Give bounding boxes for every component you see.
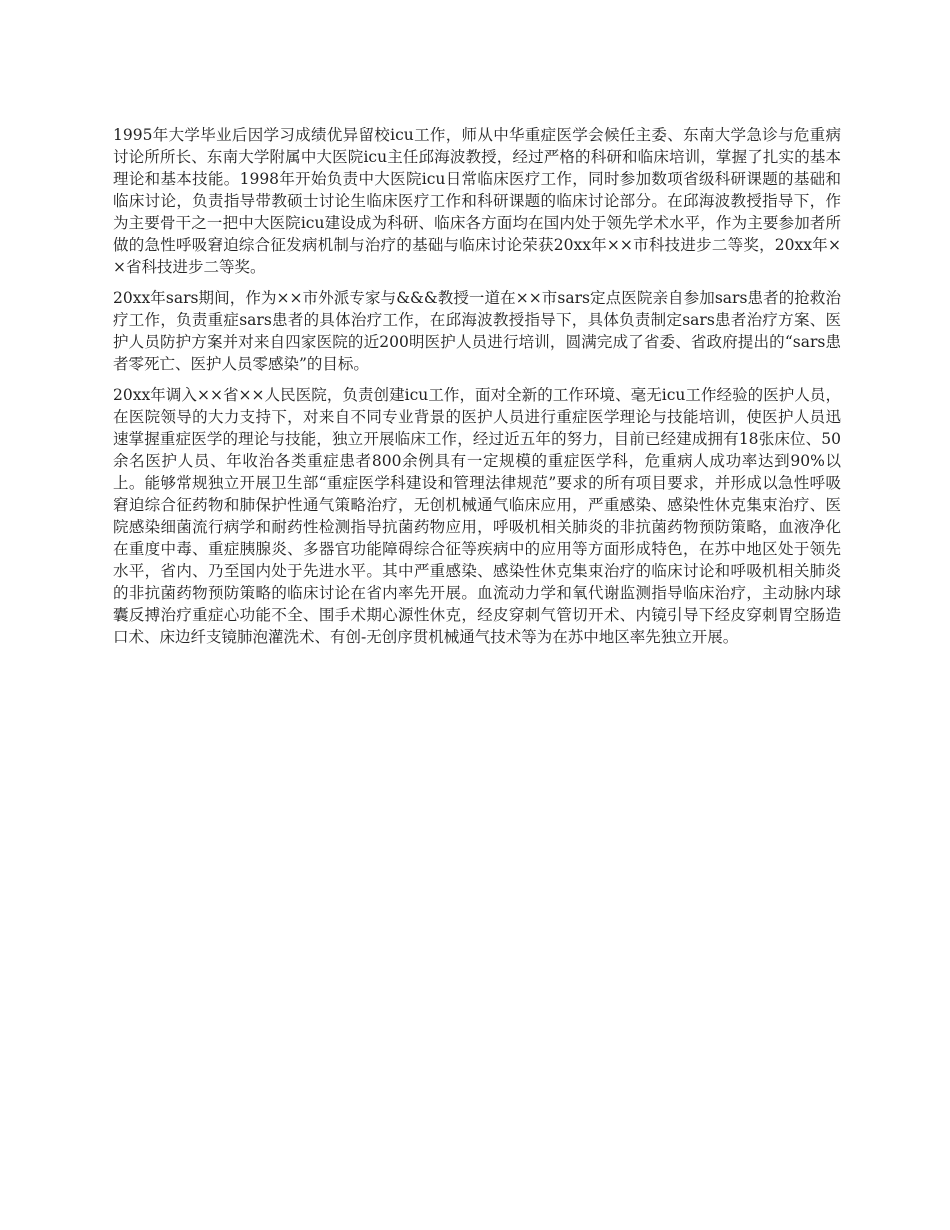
paragraph-career-start: 1995年大学毕业后因学习成绩优异留校icu工作，师从中华重症医学会候任主委、东南大学急诊与危重病讨论所所长、东南大学附属中大医院icu主任邱海波教授，经过严格的科研和临床培训，掌握了扎实的基本理论和基本技能。1998年开始负责中大医院icu日常临床医疗工作，同时参加数项省级科研课题的基础和临床讨论，负责指导带教硕士讨论生临床医疗工作和科研课题的临床讨论部分。在邱海波教授指导下，作为主要骨干之一把中大医院icu建设成为科研、临床各方面均在国内处于领先学术水平，作为主要参加者所做的急性呼吸窘迫综合征发病机制与治疗的基础与临床讨论荣获20xx年××市科技进步二等奖，20xx年××省科技进步二等奖。: [113, 126, 841, 276]
document-body: [113, 124, 841, 657]
paragraph-sars-period: 20xx年sars期间，作为××市外派专家与&&&教授一道在××市sars定点医院亲自参加sars患者的抢救治疗工作，负责重症sars患者的具体治疗工作，在邱海波教授指导下，具体负责制定sars患者治疗方案、医护人员防护方案并对来自四家医院的近200明医护人员进行培训，圆满完成了省委、省政府提出的“sars患者零死亡、医护人员零感染”的目标。: [113, 289, 841, 373]
paragraph-icu-creation: 20xx年调入××省××人民医院，负责创建icu工作，面对全新的工作环境、毫无icu工作经验的医护人员，在医院领导的大力支持下，对来自不同专业背景的医护人员进行重症医学理论与技能培训，使医护人员迅速掌握重症医学的理论与技能，独立开展临床工作，经过近五年的努力，目前已经建成拥有18张床位、50余名医护人员、年收治各类重症患者800余例具有一定规模的重症医学科，危重病人成功率达到90%以上。能够常规独立开展卫生部“重症医学科建设和管理法律规范”要求的所有项目要求，并形成以急性呼吸窘迫综合征药物和肺保护性通气策略治疗，无创机械通气临床应用，严重感染、感染性休克集束治疗、医院感染细菌流行病学和耐药性检测指导抗菌药物应用，呼吸机相关肺炎的非抗菌药物预防策略，血液净化在重度中毒、重症胰腺炎、多器官功能障碍综合征等疾病中的应用等方面形成特色，在苏中地区处于领先水平，省内、乃至国内处于先进水平。其中严重感染、感染性休克集束治疗的临床讨论和呼吸机相关肺炎的非抗菌药物预防策略的临床讨论在省内率先开展。血流动力学和氧代谢监测指导临床治疗，主动脉内球囊反搏治疗重症心功能不全、围手术期心源性休克，经皮穿刺气管切开术、内镜引导下经皮穿刺胃空肠造口术、床边纤支镜肺泡灌洗术、有创-无创序贯机械通气技术等为在苏中地区率先独立开展。: [113, 386, 841, 646]
